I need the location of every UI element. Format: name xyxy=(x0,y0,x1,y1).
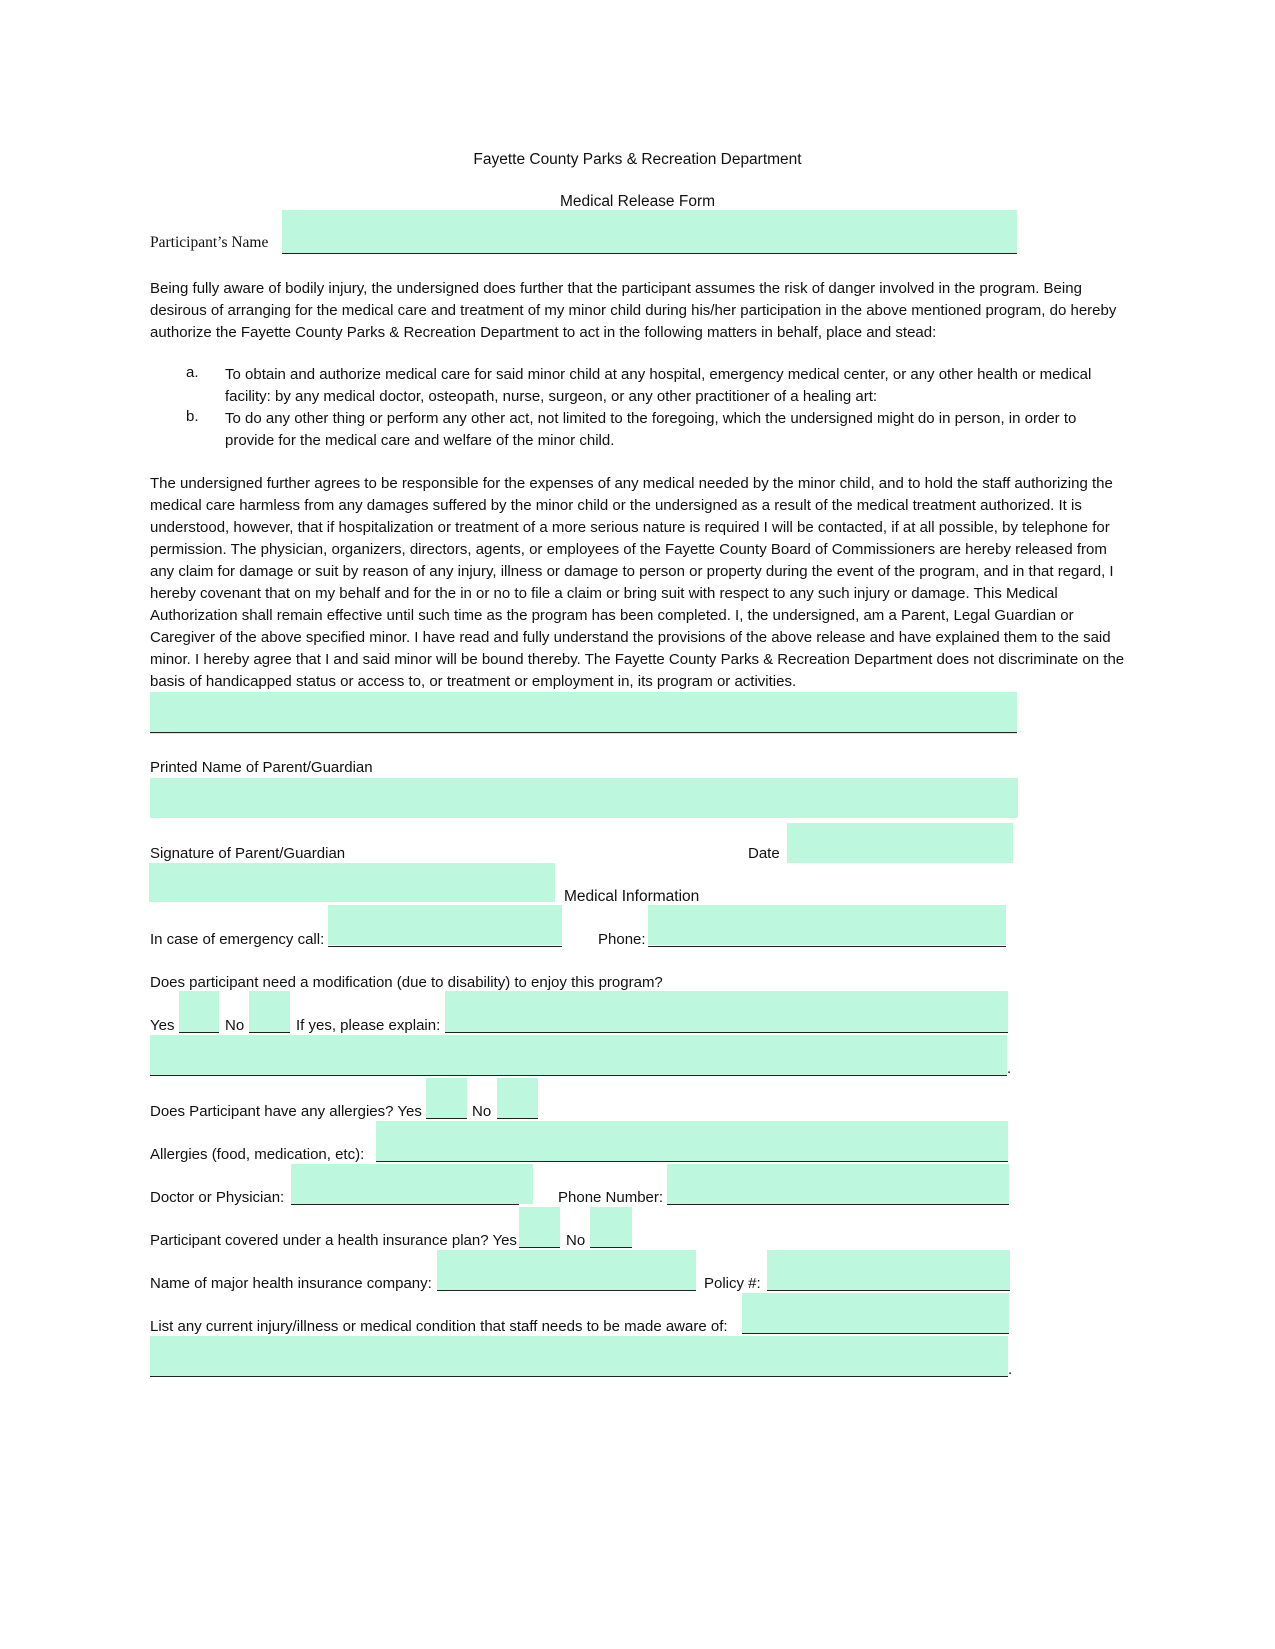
policy-underline xyxy=(767,1290,1010,1291)
explain-period: . xyxy=(1007,1060,1012,1077)
doctor-phone-underline xyxy=(667,1204,1009,1205)
form-title: Medical Release Form xyxy=(559,193,716,210)
insurance-no-underline xyxy=(590,1247,632,1248)
policy-label: Policy #: xyxy=(704,1275,761,1292)
insurance-no-label: No xyxy=(566,1232,586,1249)
condition-continued-underline xyxy=(150,1376,1008,1377)
intro-paragraph: Being fully aware of bodily injury, the undersigned does further that the participant assumes the risk of danger involved in the program. Being desirous of arranging for the medical care and treatment of my minor child during his/her participation in the above mentioned program, do hereby authorize the Fayette County Parks & Recreation Department to act in the following matters in behalf, place and stead: xyxy=(150,280,1117,341)
insurance-company-field[interactable] xyxy=(437,1250,696,1290)
allergies-underline xyxy=(376,1161,1008,1162)
medical-section-title: Medical Information xyxy=(564,888,700,905)
insurance-no-field[interactable] xyxy=(590,1207,632,1247)
release-paragraph: The undersigned further agrees to be responsible for the expenses of any medical needed by the minor child, and to hold the staff authorizing the medical care harmless from any damages suffered by the minor child or the undersigned as a result of the medical treatment authorized. It is understood, however, that if hospitalization or treatment of a more serious nature is required I will be contacted, if at all possible, by telephone for permission. The physician, organizers, directors, agents, or employees of the Fayette County Board of Commissioners are hereby released from any claim for damage or suit by reason of any injury, illness or damage to person or property during the event of the program, and in that regard, I hereby covenant that on my behalf and for the in or no to file a claim or bring suit with respect to any such injury or damage. This Medical Authorization shall remain effective until such time as the program has been completed. I, the undersigned, am a Parent, Legal Guardian or Caregiver of the above specified minor. I have read and fully understand the provisions of the above release and have explained them to the said minor. I hereby agree that I and said minor will be bound thereby. The Fayette County Parks & Recreation Department does not discriminate on the basis of handicapped status or access to, or treatment or employment in, its program or activities. xyxy=(150,475,1125,690)
allergies-no-underline xyxy=(497,1118,538,1119)
date-label: Date xyxy=(748,845,780,862)
allergies-no-field[interactable] xyxy=(497,1078,538,1118)
allergies-yes-field[interactable] xyxy=(426,1078,467,1118)
explain-label: If yes, please explain: xyxy=(296,1017,441,1034)
item-text-a: To obtain and authorize medical care for said minor child at any hospital, emergency medical center, or any other health or medical facility: by any medical doctor, osteopath, nurse, surgeon, or any other practitioner of a healing art: xyxy=(225,366,1092,405)
modification-yes-underline xyxy=(179,1032,219,1033)
doctor-field[interactable] xyxy=(291,1164,533,1204)
modification-question: Does participant need a modification (due to disability) to enjoy this program? xyxy=(150,974,663,991)
date-field[interactable] xyxy=(787,823,1013,863)
printed-name-field[interactable] xyxy=(150,692,1017,734)
modification-no-label: No xyxy=(225,1017,245,1034)
allergies-label: Allergies (food, medication, etc): xyxy=(150,1146,365,1163)
insurance-yes-underline xyxy=(519,1247,560,1248)
doctor-label: Doctor or Physician: xyxy=(150,1189,285,1206)
emergency-phone-field[interactable] xyxy=(648,905,1006,945)
item-text-b: To do any other thing or perform any other act, not limited to the foregoing, which the undersigned might do in person, in order to provide for the medical care and welfare of the minor child. xyxy=(225,410,1077,449)
explain-continued-underline xyxy=(150,1075,1007,1076)
condition-period: . xyxy=(1008,1361,1013,1378)
allergies-no-label: No xyxy=(472,1103,492,1120)
doctor-phone-field[interactable] xyxy=(667,1164,1009,1204)
modification-yes-field[interactable] xyxy=(179,991,219,1032)
insurance-company-label: Name of major health insurance company: xyxy=(150,1275,432,1292)
explain-field[interactable] xyxy=(445,991,1008,1032)
insurance-company-underline xyxy=(437,1290,696,1291)
doctor-underline xyxy=(291,1204,519,1205)
allergies-field[interactable] xyxy=(376,1121,1008,1161)
allergies-yes-underline xyxy=(426,1118,467,1119)
printed-name-label: Printed Name of Parent/Guardian xyxy=(150,759,373,776)
participant-name-label: Participant’s Name xyxy=(150,234,269,251)
condition-label: List any current injury/illness or medical condition that staff needs to be made aware of: xyxy=(150,1318,728,1335)
item-marker-a: a. xyxy=(186,364,199,381)
signature-label: Signature of Parent/Guardian xyxy=(150,845,346,862)
policy-field[interactable] xyxy=(767,1250,1010,1290)
emergency-label: In case of emergency call: xyxy=(150,931,325,948)
item-marker-b: b. xyxy=(186,408,199,425)
participant-name-underline xyxy=(282,253,1017,254)
allergies-question: Does Participant have any allergies? Yes xyxy=(150,1103,422,1120)
explain-continued-field[interactable] xyxy=(150,1035,1007,1075)
condition-underline xyxy=(742,1333,1009,1334)
modification-no-underline xyxy=(249,1032,290,1033)
printed-name-underline xyxy=(150,732,1017,733)
modification-yes-label: Yes xyxy=(150,1017,175,1034)
phone-label: Phone: xyxy=(598,931,646,948)
insurance-yes-field[interactable] xyxy=(519,1207,560,1247)
phone-number-label: Phone Number: xyxy=(558,1189,664,1206)
org-title: Fayette County Parks & Recreation Department xyxy=(473,151,802,168)
condition-continued-field[interactable] xyxy=(150,1336,1008,1376)
emergency-phone-underline xyxy=(648,946,1006,947)
condition-field[interactable] xyxy=(742,1293,1009,1333)
participant-name-field[interactable] xyxy=(282,210,1017,254)
emergency-underline xyxy=(328,946,562,947)
emergency-contact-field[interactable] xyxy=(328,905,562,945)
medical-notes-field[interactable] xyxy=(149,863,555,902)
insurance-question: Participant covered under a health insurance plan? Yes xyxy=(150,1232,517,1249)
signature-field[interactable] xyxy=(150,778,1018,818)
modification-no-field[interactable] xyxy=(249,991,290,1032)
explain-underline xyxy=(445,1032,1008,1033)
